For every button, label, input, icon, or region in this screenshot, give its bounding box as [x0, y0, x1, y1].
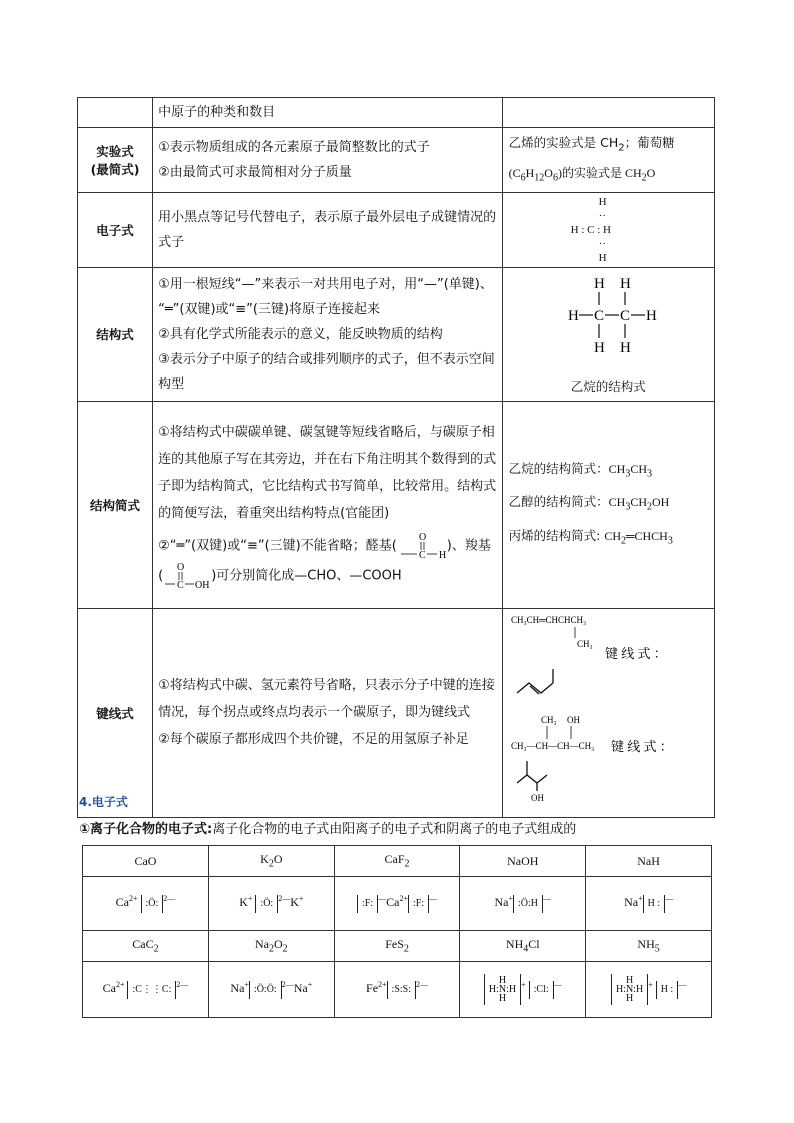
electron-formula-fes2: $Fe^{2+}$ :S:S: $^{2—}$ [334, 962, 460, 1018]
electron-formula-nah: Na+ H : — [586, 877, 712, 931]
svg-text:O: O [418, 531, 427, 543]
example-cell: 乙烯的实验式是 $CH_2$；葡萄糖 $(C_6H_{12}O_6)$的实验式是 $CH_2O$ [502, 128, 714, 193]
example-cell [502, 608, 714, 817]
electron-formula-caf2: :F: $^—Ca^{2+}$ :F: — [334, 877, 460, 931]
compound-header: NaOH [460, 846, 586, 877]
electron-formula-nh5: H H:N:H H+ H : — [586, 962, 712, 1018]
electron-formula-naoh: Na+ :Ö:H — [460, 877, 586, 931]
svg-text:C: C [177, 579, 184, 591]
compound-header: FeS$_2$ [334, 931, 460, 962]
skeletal-formula-examples [509, 611, 699, 807]
svg-text:H: H [568, 307, 580, 324]
compound-header: NaH [586, 846, 712, 877]
svg-text:OH: OH [530, 792, 544, 803]
electron-formula-k2o: K+ :Ö: $^{2—}$K+ [208, 877, 334, 931]
carboxyl-group [163, 561, 211, 591]
svg-text:C: C [418, 549, 426, 561]
compound-header: $NH_5$ [586, 931, 712, 962]
label-cell: 键线式 [78, 608, 153, 817]
label-cell [78, 98, 153, 128]
methane-electron-formula: H ·· H : C : H ·· H [570, 195, 611, 264]
label-cell: 实验式 (最简式) [78, 128, 153, 193]
section-subtitle: ①离子化合物的电子式:离子化合物的电子式由阳离子的电子式和阴离子的电子式组成的 [79, 822, 577, 837]
electron-formula-nh4cl: H H:N:H H+ :Cl: — [460, 962, 586, 1018]
electron-formula-na2o2: Na+ :Ö:Ö: $^{2—}$Na+ [208, 962, 334, 1018]
compound-header: CaC$_2$ [83, 931, 209, 962]
table-row [78, 98, 715, 128]
aldehyde-group [397, 531, 447, 561]
svg-text:H: H [594, 339, 606, 356]
label-cell: 结构式 [78, 267, 153, 401]
example-cell: H H H C C H H H 乙烷的结构式 [502, 267, 714, 401]
compound-header: CaF$_2$ [334, 846, 460, 877]
desc-cell: ①表示物质组成的各元素原子最简整数比的式子 ②由最简式可求最简相对分子质量 [153, 128, 503, 193]
svg-text:CH₃CH═CHCHCH₃: CH₃CH═CHCHCH₃ [510, 614, 586, 625]
svg-text:H: H [620, 275, 632, 292]
table-row [83, 846, 712, 877]
svg-text:CH₃: CH₃ [540, 714, 557, 725]
table-row [83, 962, 712, 1018]
compound-header: $Na_2O_2$ [208, 931, 334, 962]
example-cell [502, 192, 714, 267]
svg-text:OH: OH [566, 714, 580, 725]
table-row [83, 877, 712, 931]
electron-formula-cac2: $Ca^{2+}$ :C⋮⋮C: $^{2—}$ [83, 962, 209, 1018]
desc-cell: 中原子的种类和数目 [153, 98, 503, 128]
table-row [78, 267, 715, 401]
svg-text:键 线 式 ：: 键 线 式 ： [610, 738, 673, 754]
svg-text:C: C [620, 307, 631, 324]
svg-text:CH₃: CH₃ [576, 638, 593, 649]
label-cell: 结构简式 [78, 401, 153, 608]
formula-types-table [77, 97, 715, 818]
desc-cell: 用小黑点等记号代替电子，表示原子最外层电子成键情况的式子 [153, 192, 503, 267]
example-cell [502, 98, 714, 128]
compound-header: CaO [83, 846, 209, 877]
svg-text:H: H [594, 275, 606, 292]
svg-text:C: C [594, 307, 605, 324]
table-row [83, 931, 712, 962]
svg-text:O: O [177, 561, 185, 573]
desc-cell: ①用一根短线“—”来表示一对共用电子对，用“—”(单键)、 “═”(双键)或“≡”(三键)将原子连接起来 ②具有化学式所能表示的意义，能反映物质的结构 ③表示分子中原子的结合或排列顺序的式子，但不表示空间构型 [153, 267, 503, 401]
svg-text:H: H [646, 307, 658, 324]
ethane-structure [548, 270, 668, 370]
table-row [78, 401, 715, 608]
svg-text:H: H [438, 549, 447, 561]
compound-header: $K_2O$ [208, 846, 334, 877]
svg-text:OH: OH [195, 579, 210, 591]
desc-cell: ①将结构式中碳、氢元素符号省略，只表示分子中键的连接情况，每个拐点或终点均表示一个碳原子，即为键线式 ②每个碳原子都形成四个共价键，不足的用氢原子补足 [153, 608, 503, 817]
svg-text:H: H [620, 339, 632, 356]
ionic-electron-formula-table [82, 845, 712, 1018]
table-row [78, 128, 715, 193]
electron-formula-cao: $Ca^{2+}$ :Ö: $^{2—}$ [83, 877, 209, 931]
table-row [78, 192, 715, 267]
desc-cell: ①将结构式中碳碳单键、碳氢键等短线省略后，与碳原子相连的其他原子写在其旁边，并在右下角注明其个数得到的式子即为结构简式，它比结构式书写简单，比较常用。结构式的简便写法，着重突出结构特点(官能团) ②“═”(双键)或“≡”(三键)不能省略；醛基( O C H )、羧基 ( O C OH )可分别简化成—CHO、—COOH [153, 401, 503, 608]
label-cell: 电子式 [78, 192, 153, 267]
example-cell: 乙烷的结构简式：$CH_3CH_3$ 乙醇的结构简式：$CH_3CH_2OH$ 丙烯的结构简式: $CH_2═CHCH_3$ [502, 401, 714, 608]
svg-text:CH₃—CH—CH—CH₃: CH₃—CH—CH—CH₃ [510, 740, 594, 751]
section-title: 4.电子式 [79, 795, 128, 809]
compound-header: $NH_4Cl$ [460, 931, 586, 962]
svg-text:键 线 式 ：: 键 线 式 ： [604, 645, 667, 661]
table-row [78, 608, 715, 817]
